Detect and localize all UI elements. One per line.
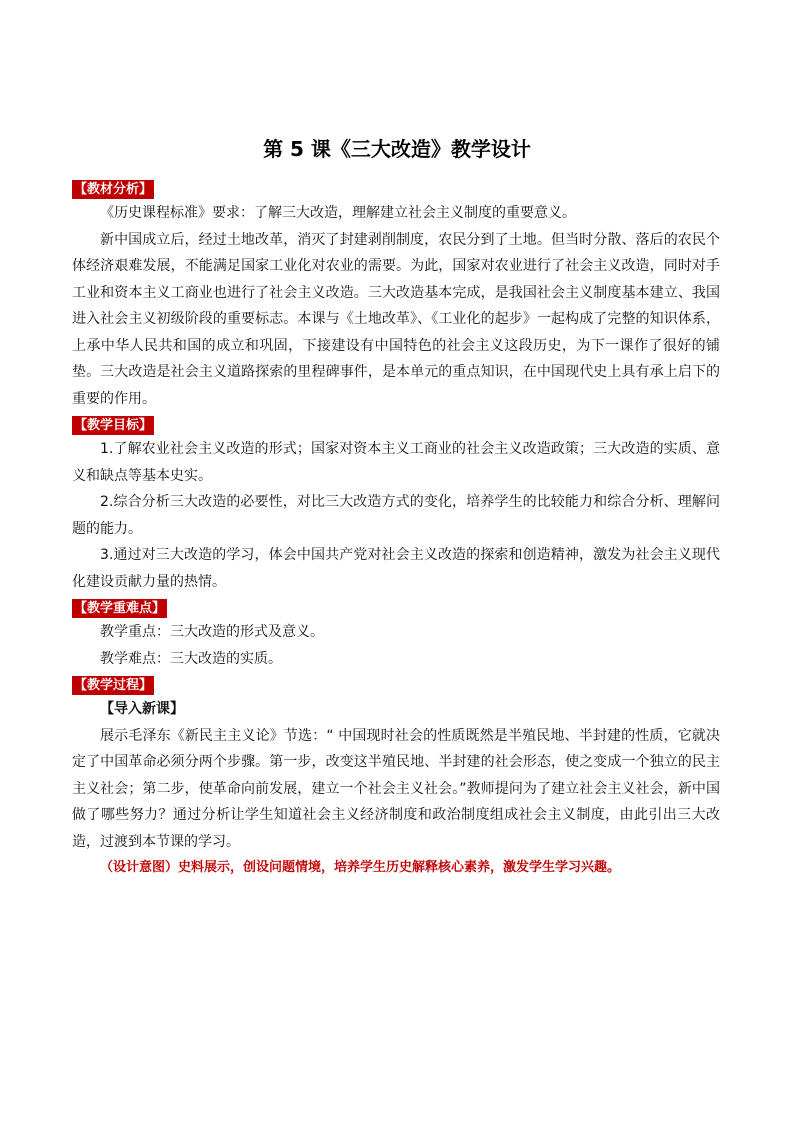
goal-paragraph: 1.了解农业社会主义改造的形式；国家对资本主义工商业的社会主义改造政策；三大改造的实质、意义和缺点等基本史实。 (72, 441, 720, 484)
goal-paragraph: 3.通过对三大改造的学习，体会中国共产党对社会主义改造的探索和创造精神，激发为社会主义现代化建设贡献力量的热情。 (72, 547, 720, 590)
section-heading-keypoints: 【教学重难点】 (74, 601, 166, 616)
section-heading-process: 【教学过程】 (74, 678, 153, 693)
section-heading-goals: 【教学目标】 (74, 418, 153, 433)
document-title: 第 5 课《三大改造》教学设计 (263, 137, 531, 161)
design-intent-note: （设计意图）史料展示，创设问题情境，培养学生历史解释核心素养，激发学生学习兴趣。 (100, 860, 621, 875)
process-paragraph: 展示毛泽东《新民主主义论》节选：“ 中国现时社会的性质既然是半殖民地、半封建的性质，它就决定了中国革命必须分两个步骤。第一步，改变这半殖民地、半封建的社会形态，使之变成一个独立的民主主义社会；第二步，使革命向前发展，建立一个社会主义社会。”教师提问为了建立社会主义社会，新中国做了哪些努力？通过分析让学生知道社会主义经济制度和政治制度组成社会主义制度，由此引出三大改造，过渡到本节课的学习。 (72, 727, 720, 850)
process-subheading: 【导入新课】 (100, 701, 184, 717)
section-heading-analysis: 【教材分析】 (74, 182, 153, 197)
analysis-paragraph: 新中国成立后，经过土地改革，消灭了封建剥削制度，农民分到了土地。但当时分散、落后的农民个体经济艰难发展，不能满足国家工业化对农业的需要。为此，国家对农业进行了社会主义改造，同时对手工业和资本主义工商业也进行了社会主义改造。三大改造基本完成，是我国社会主义制度基本建立、我国进入社会主义初级阶段的重要标志。本课与《土地改革》、《工业化的起步》一起构成了完整的知识体系，上承中华人民共和国的成立和巩固，下接建设有中国特色的社会主义这段历史，为下一课作了很好的铺垫。三大改造是社会主义道路探索的里程碑事件，是本单元的重点知识，在中国现代史上具有承上启下的重要的作用。 (72, 231, 720, 407)
document-body (72, 176, 720, 882)
analysis-paragraph: 《历史课程标准》要求：了解三大改造，理解建立社会主义制度的重要意义。 (100, 205, 576, 221)
goal-paragraph: 2.综合分析三大改造的必要性，对比三大改造方式的变化，培养学生的比较能力和综合分析、理解问题的能力。 (72, 494, 720, 537)
section-goals (72, 412, 720, 436)
section-analysis (72, 176, 720, 200)
section-keypoints (72, 595, 720, 619)
keypoint-paragraph: 教学难点：三大改造的实质。 (100, 650, 282, 667)
section-process (72, 672, 720, 696)
keypoint-paragraph: 教学重点：三大改造的形式及意义。 (100, 624, 324, 640)
